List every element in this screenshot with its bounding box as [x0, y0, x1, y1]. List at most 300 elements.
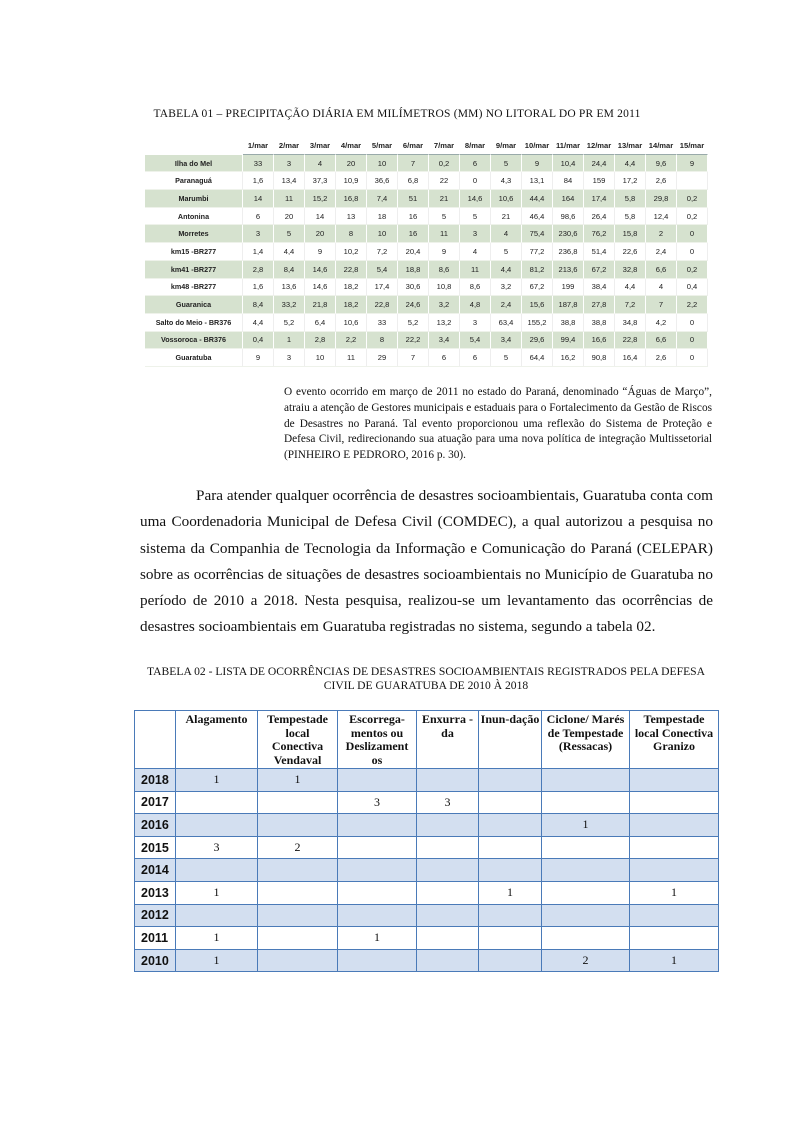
table-cell: 2,8: [305, 332, 336, 350]
table-cell: 20: [336, 155, 367, 173]
table-cell: 1: [630, 949, 719, 972]
table-cell: [176, 814, 258, 837]
row-label: km15 -BR277: [145, 243, 243, 261]
table-cell: 13,1: [522, 172, 553, 190]
table-cell: 0,2: [677, 208, 708, 226]
row-label: km41 -BR277: [145, 261, 243, 279]
row-label: Marumbi: [145, 190, 243, 208]
table-row: [145, 208, 708, 226]
table-cell: [677, 172, 708, 190]
row-label: Vossoroca - BR376: [145, 332, 243, 350]
column-header: Enxurra -da: [417, 711, 479, 769]
table-row: [145, 155, 708, 173]
table-cell: 5,8: [615, 190, 646, 208]
table-cell: 0,2: [429, 155, 460, 173]
year-cell: 2016: [135, 814, 176, 837]
table-cell: 3: [460, 314, 491, 332]
table-cell: 22,6: [615, 243, 646, 261]
table-cell: 5,2: [398, 314, 429, 332]
table-cell: 3,2: [429, 296, 460, 314]
table-cell: 0,2: [677, 261, 708, 279]
table-cell: 16: [398, 225, 429, 243]
table-cell: 14: [305, 208, 336, 226]
table-cell: [542, 769, 630, 792]
table-cell: [479, 904, 542, 927]
table-cell: [258, 814, 338, 837]
table-cell: [479, 791, 542, 814]
table-cell: [417, 904, 479, 927]
table-cell: 0,4: [677, 279, 708, 297]
table-cell: 199: [553, 279, 584, 297]
table-cell: 14,6: [305, 261, 336, 279]
table-cell: 21: [429, 190, 460, 208]
table-cell: 63,4: [491, 314, 522, 332]
table-cell: 4,2: [646, 314, 677, 332]
table-row: [135, 859, 719, 882]
occurrences-table: [134, 710, 719, 972]
table-cell: 15,6: [522, 296, 553, 314]
table-cell: 4: [460, 243, 491, 261]
column-header: 9/mar: [491, 137, 522, 155]
table-cell: 230,6: [553, 225, 584, 243]
table-cell: 0: [677, 314, 708, 332]
table-cell: 44,4: [522, 190, 553, 208]
table-cell: 2: [258, 836, 338, 859]
table-cell: 10,6: [491, 190, 522, 208]
table-cell: 29: [367, 349, 398, 367]
row-label: km48 -BR277: [145, 279, 243, 297]
table-cell: [417, 949, 479, 972]
corner-cell: [145, 137, 243, 155]
table-cell: 64,4: [522, 349, 553, 367]
table-cell: 30,6: [398, 279, 429, 297]
table-cell: 7: [398, 349, 429, 367]
table-cell: 164: [553, 190, 584, 208]
table-cell: 5: [491, 243, 522, 261]
table-cell: 22,8: [336, 261, 367, 279]
column-header: 4/mar: [336, 137, 367, 155]
table-cell: [338, 859, 417, 882]
table-cell: [417, 836, 479, 859]
year-cell: 2018: [135, 769, 176, 792]
table-cell: [542, 791, 630, 814]
table-cell: [479, 949, 542, 972]
table-cell: 16: [398, 208, 429, 226]
table-row: [135, 927, 719, 950]
table-cell: [258, 949, 338, 972]
row-label: Guaratuba: [145, 349, 243, 367]
column-header: 7/mar: [429, 137, 460, 155]
table-cell: 3: [274, 155, 305, 173]
table-cell: 4,4: [243, 314, 274, 332]
table-cell: [258, 904, 338, 927]
table-cell: 22,8: [367, 296, 398, 314]
table-cell: [630, 769, 719, 792]
table-cell: 10,8: [429, 279, 460, 297]
table-cell: 4: [491, 225, 522, 243]
table-cell: 18,2: [336, 279, 367, 297]
table-cell: 6: [429, 349, 460, 367]
table-cell: 20: [305, 225, 336, 243]
column-header: Ciclone/ Marés de Tempestade (Ressacas): [542, 711, 630, 769]
table-cell: 9: [243, 349, 274, 367]
table-cell: 11: [274, 190, 305, 208]
table-cell: 17,2: [615, 172, 646, 190]
table-cell: 6,6: [646, 261, 677, 279]
year-cell: 2010: [135, 949, 176, 972]
table-cell: 2,6: [646, 172, 677, 190]
table-cell: 10: [367, 155, 398, 173]
table-cell: [542, 859, 630, 882]
table-cell: [542, 836, 630, 859]
table-cell: 67,2: [584, 261, 615, 279]
table-cell: [479, 814, 542, 837]
table-cell: [338, 814, 417, 837]
table-cell: [338, 836, 417, 859]
table-cell: 22,2: [398, 332, 429, 350]
table-cell: 9: [429, 243, 460, 261]
table-cell: 2: [646, 225, 677, 243]
table-row: [135, 836, 719, 859]
row-label: Ilha do Mel: [145, 155, 243, 173]
table-row: [145, 172, 708, 190]
table-cell: [417, 927, 479, 950]
table-cell: 18,8: [398, 261, 429, 279]
table-cell: 38,8: [584, 314, 615, 332]
table-cell: 11: [336, 349, 367, 367]
table-cell: 14,6: [305, 279, 336, 297]
table-cell: 10,4: [553, 155, 584, 173]
precipitation-table-header: [145, 137, 708, 155]
table-cell: 5: [274, 225, 305, 243]
table-cell: [542, 881, 630, 904]
row-label: Morretes: [145, 225, 243, 243]
table-cell: 21: [491, 208, 522, 226]
table-cell: [630, 836, 719, 859]
table-cell: [630, 927, 719, 950]
table-cell: 4: [305, 155, 336, 173]
year-cell: 2011: [135, 927, 176, 950]
table-cell: 3: [338, 791, 417, 814]
column-header: Alagamento: [176, 711, 258, 769]
table-row: [135, 814, 719, 837]
table-cell: 2: [542, 949, 630, 972]
table-cell: 14: [243, 190, 274, 208]
table-cell: 16,2: [553, 349, 584, 367]
table-cell: 36,6: [367, 172, 398, 190]
column-header: Tempestade local Conectiva Vendaval: [258, 711, 338, 769]
table-cell: 7,2: [367, 243, 398, 261]
table-cell: 77,2: [522, 243, 553, 261]
table-cell: 13: [336, 208, 367, 226]
table-row: [145, 279, 708, 297]
corner-cell: [135, 711, 176, 769]
table-cell: 11: [460, 261, 491, 279]
table-cell: 3: [243, 225, 274, 243]
table-cell: 2,8: [243, 261, 274, 279]
table-cell: 1,4: [243, 243, 274, 261]
table-cell: 8,4: [274, 261, 305, 279]
table-cell: 6,4: [305, 314, 336, 332]
table-cell: 8,6: [429, 261, 460, 279]
table-row: [145, 332, 708, 350]
table-cell: 22,8: [615, 332, 646, 350]
table-cell: [417, 814, 479, 837]
table-cell: 6,6: [646, 332, 677, 350]
table-cell: 16,8: [336, 190, 367, 208]
table-cell: 7: [398, 155, 429, 173]
table-cell: 13,2: [429, 314, 460, 332]
table-cell: 9,6: [646, 155, 677, 173]
table-cell: [630, 859, 719, 882]
table-cell: 10: [367, 225, 398, 243]
table-cell: [258, 859, 338, 882]
table-cell: [417, 769, 479, 792]
table-cell: 4: [646, 279, 677, 297]
table-cell: [176, 904, 258, 927]
table-cell: 5: [491, 349, 522, 367]
table-cell: 24,6: [398, 296, 429, 314]
table-cell: 14,6: [460, 190, 491, 208]
table-row: [135, 949, 719, 972]
table-cell: 9: [677, 155, 708, 173]
column-header: 10/mar: [522, 137, 553, 155]
occurrences-table-wrap: [134, 710, 718, 972]
table-cell: 17,4: [367, 279, 398, 297]
table-cell: 17,4: [584, 190, 615, 208]
table-cell: 0: [677, 225, 708, 243]
table-cell: 51: [398, 190, 429, 208]
table-cell: 1: [176, 769, 258, 792]
body-paragraph-text: Para atender qualquer ocorrência de desastres socioambientais, Guaratuba conta com uma Coordenadoria Municipal de Defesa Civil (COMDEC), a qual autorizou a pesquisa no sistema da Companhia de Tecnologia da Informação e Comunicação do Paraná (CELEPAR) sobre as ocorrências de situações de desastres socioambientais no Município de Guaratuba no período de 2010 a 2018. Nesta pesquisa, realizou-se um levantamento das ocorrências de desastres socioambientais em Guaratuba registradas no sistema, segundo a tabela 02.: [140, 487, 713, 636]
table-cell: 3: [417, 791, 479, 814]
table-cell: 0: [460, 172, 491, 190]
table-cell: 90,8: [584, 349, 615, 367]
table-cell: [479, 836, 542, 859]
column-header: Inun-dação: [479, 711, 542, 769]
table-cell: 5: [429, 208, 460, 226]
table-cell: 2,6: [646, 349, 677, 367]
table-cell: 3: [176, 836, 258, 859]
table-cell: 2,2: [336, 332, 367, 350]
table-cell: 5,2: [274, 314, 305, 332]
table-cell: [258, 927, 338, 950]
table-cell: 10,2: [336, 243, 367, 261]
table-cell: 26,4: [584, 208, 615, 226]
table-cell: 1: [176, 949, 258, 972]
table-cell: 4,4: [274, 243, 305, 261]
table-cell: 10,6: [336, 314, 367, 332]
column-header: 8/mar: [460, 137, 491, 155]
table-cell: [176, 859, 258, 882]
table-cell: 159: [584, 172, 615, 190]
table-cell: [630, 814, 719, 837]
table-cell: 7: [646, 296, 677, 314]
table-row: [135, 881, 719, 904]
table-cell: 18: [367, 208, 398, 226]
table-cell: 33,2: [274, 296, 305, 314]
table-cell: 29,8: [646, 190, 677, 208]
table-cell: 24,4: [584, 155, 615, 173]
column-header: 11/mar: [553, 137, 584, 155]
table-cell: 5: [460, 208, 491, 226]
column-header: 12/mar: [584, 137, 615, 155]
table-cell: 8: [367, 332, 398, 350]
table-cell: 1: [479, 881, 542, 904]
row-label: Salto do Meio - BR376: [145, 314, 243, 332]
table-cell: 33: [367, 314, 398, 332]
table-cell: [338, 949, 417, 972]
table-cell: 7,4: [367, 190, 398, 208]
table-cell: [258, 881, 338, 904]
table-row: [145, 243, 708, 261]
table-cell: 13,4: [274, 172, 305, 190]
table-cell: 0,4: [243, 332, 274, 350]
year-cell: 2013: [135, 881, 176, 904]
table-cell: 1: [258, 769, 338, 792]
table-cell: 5,4: [367, 261, 398, 279]
table-cell: 76,2: [584, 225, 615, 243]
column-header: Tempestade local Conectiva Granizo: [630, 711, 719, 769]
table-cell: 5: [491, 155, 522, 173]
table-cell: 51,4: [584, 243, 615, 261]
table1-title: TABELA 01 – PRECIPITAÇÃO DIÁRIA EM MILÍMETROS (MM) NO LITORAL DO PR EM 2011: [153, 108, 641, 120]
table-cell: 67,2: [522, 279, 553, 297]
table-cell: 33: [243, 155, 274, 173]
table-cell: 6: [460, 155, 491, 173]
year-cell: 2012: [135, 904, 176, 927]
year-cell: 2014: [135, 859, 176, 882]
table-cell: 1,6: [243, 279, 274, 297]
occurrences-table-header: [135, 711, 719, 769]
table-cell: 6: [460, 349, 491, 367]
column-header: 13/mar: [615, 137, 646, 155]
table-cell: 2,2: [677, 296, 708, 314]
table-row: [145, 296, 708, 314]
table-cell: [542, 927, 630, 950]
table-cell: 34,8: [615, 314, 646, 332]
table-cell: [479, 769, 542, 792]
table-cell: 8: [336, 225, 367, 243]
table-cell: [176, 791, 258, 814]
table-cell: 3,4: [491, 332, 522, 350]
table-cell: 4,4: [615, 279, 646, 297]
table-cell: 0: [677, 332, 708, 350]
table-cell: 1: [274, 332, 305, 350]
table-cell: 22: [429, 172, 460, 190]
table-cell: 0: [677, 243, 708, 261]
column-header: 3/mar: [305, 137, 336, 155]
table-cell: 10,9: [336, 172, 367, 190]
table-cell: [542, 904, 630, 927]
table-cell: 27,8: [584, 296, 615, 314]
table-row: [135, 791, 719, 814]
table-cell: 1,6: [243, 172, 274, 190]
table-cell: 75,4: [522, 225, 553, 243]
table-cell: 6: [243, 208, 274, 226]
table-cell: 1: [176, 927, 258, 950]
column-header: 14/mar: [646, 137, 677, 155]
table-cell: 84: [553, 172, 584, 190]
table-cell: 0: [677, 349, 708, 367]
table-cell: 32,8: [615, 261, 646, 279]
table-cell: 20: [274, 208, 305, 226]
table-cell: 4,4: [615, 155, 646, 173]
table-cell: 9: [522, 155, 553, 173]
table-cell: 4,4: [491, 261, 522, 279]
table-cell: 3: [274, 349, 305, 367]
year-cell: 2017: [135, 791, 176, 814]
table-cell: [338, 881, 417, 904]
table-cell: 15,2: [305, 190, 336, 208]
table-cell: 5,4: [460, 332, 491, 350]
table-cell: 10: [305, 349, 336, 367]
table-cell: 16,4: [615, 349, 646, 367]
table-row: [145, 349, 708, 367]
table-cell: 46,4: [522, 208, 553, 226]
precipitation-table: [145, 137, 708, 367]
table-row: [135, 769, 719, 792]
table-cell: 2,4: [491, 296, 522, 314]
table-cell: [630, 791, 719, 814]
table-cell: 4,3: [491, 172, 522, 190]
table-cell: 16,6: [584, 332, 615, 350]
table-cell: 3,4: [429, 332, 460, 350]
table-cell: 6,8: [398, 172, 429, 190]
table-cell: 37,3: [305, 172, 336, 190]
table-cell: 3,2: [491, 279, 522, 297]
table-row: [145, 225, 708, 243]
table-cell: [630, 904, 719, 927]
table-cell: 7,2: [615, 296, 646, 314]
table-cell: 236,8: [553, 243, 584, 261]
column-header: 5/mar: [367, 137, 398, 155]
row-label: Antonina: [145, 208, 243, 226]
column-header: 6/mar: [398, 137, 429, 155]
column-header: 1/mar: [243, 137, 274, 155]
table-cell: 187,8: [553, 296, 584, 314]
year-cell: 2015: [135, 836, 176, 859]
table-cell: 12,4: [646, 208, 677, 226]
table-row: [145, 314, 708, 332]
table-cell: [479, 859, 542, 882]
column-header: 2/mar: [274, 137, 305, 155]
table-cell: 2,4: [646, 243, 677, 261]
table-cell: 1: [176, 881, 258, 904]
table-cell: 99,4: [553, 332, 584, 350]
table-cell: 1: [338, 927, 417, 950]
table-cell: 81,2: [522, 261, 553, 279]
table-cell: 38,4: [584, 279, 615, 297]
table-cell: 8,4: [243, 296, 274, 314]
table-cell: [338, 904, 417, 927]
table-cell: 20,4: [398, 243, 429, 261]
table-cell: [417, 859, 479, 882]
table-cell: 13,6: [274, 279, 305, 297]
table-cell: [479, 927, 542, 950]
table-row: [145, 261, 708, 279]
table-cell: 11: [429, 225, 460, 243]
table-cell: 15,8: [615, 225, 646, 243]
table2-title: TABELA 02 - LISTA DE OCORRÊNCIAS DE DESASTRES SOCIOAMBIENTAIS REGISTRADOS PELA DEFESA CIVIL DE GUARATUBA DE 2010 À 2018: [147, 665, 705, 692]
table-cell: [258, 791, 338, 814]
table-cell: 1: [542, 814, 630, 837]
column-header: Escorrega-mentos ou Deslizament os: [338, 711, 417, 769]
row-label: Paranaguá: [145, 172, 243, 190]
table-cell: 213,6: [553, 261, 584, 279]
table-cell: 29,6: [522, 332, 553, 350]
table-cell: 98,6: [553, 208, 584, 226]
